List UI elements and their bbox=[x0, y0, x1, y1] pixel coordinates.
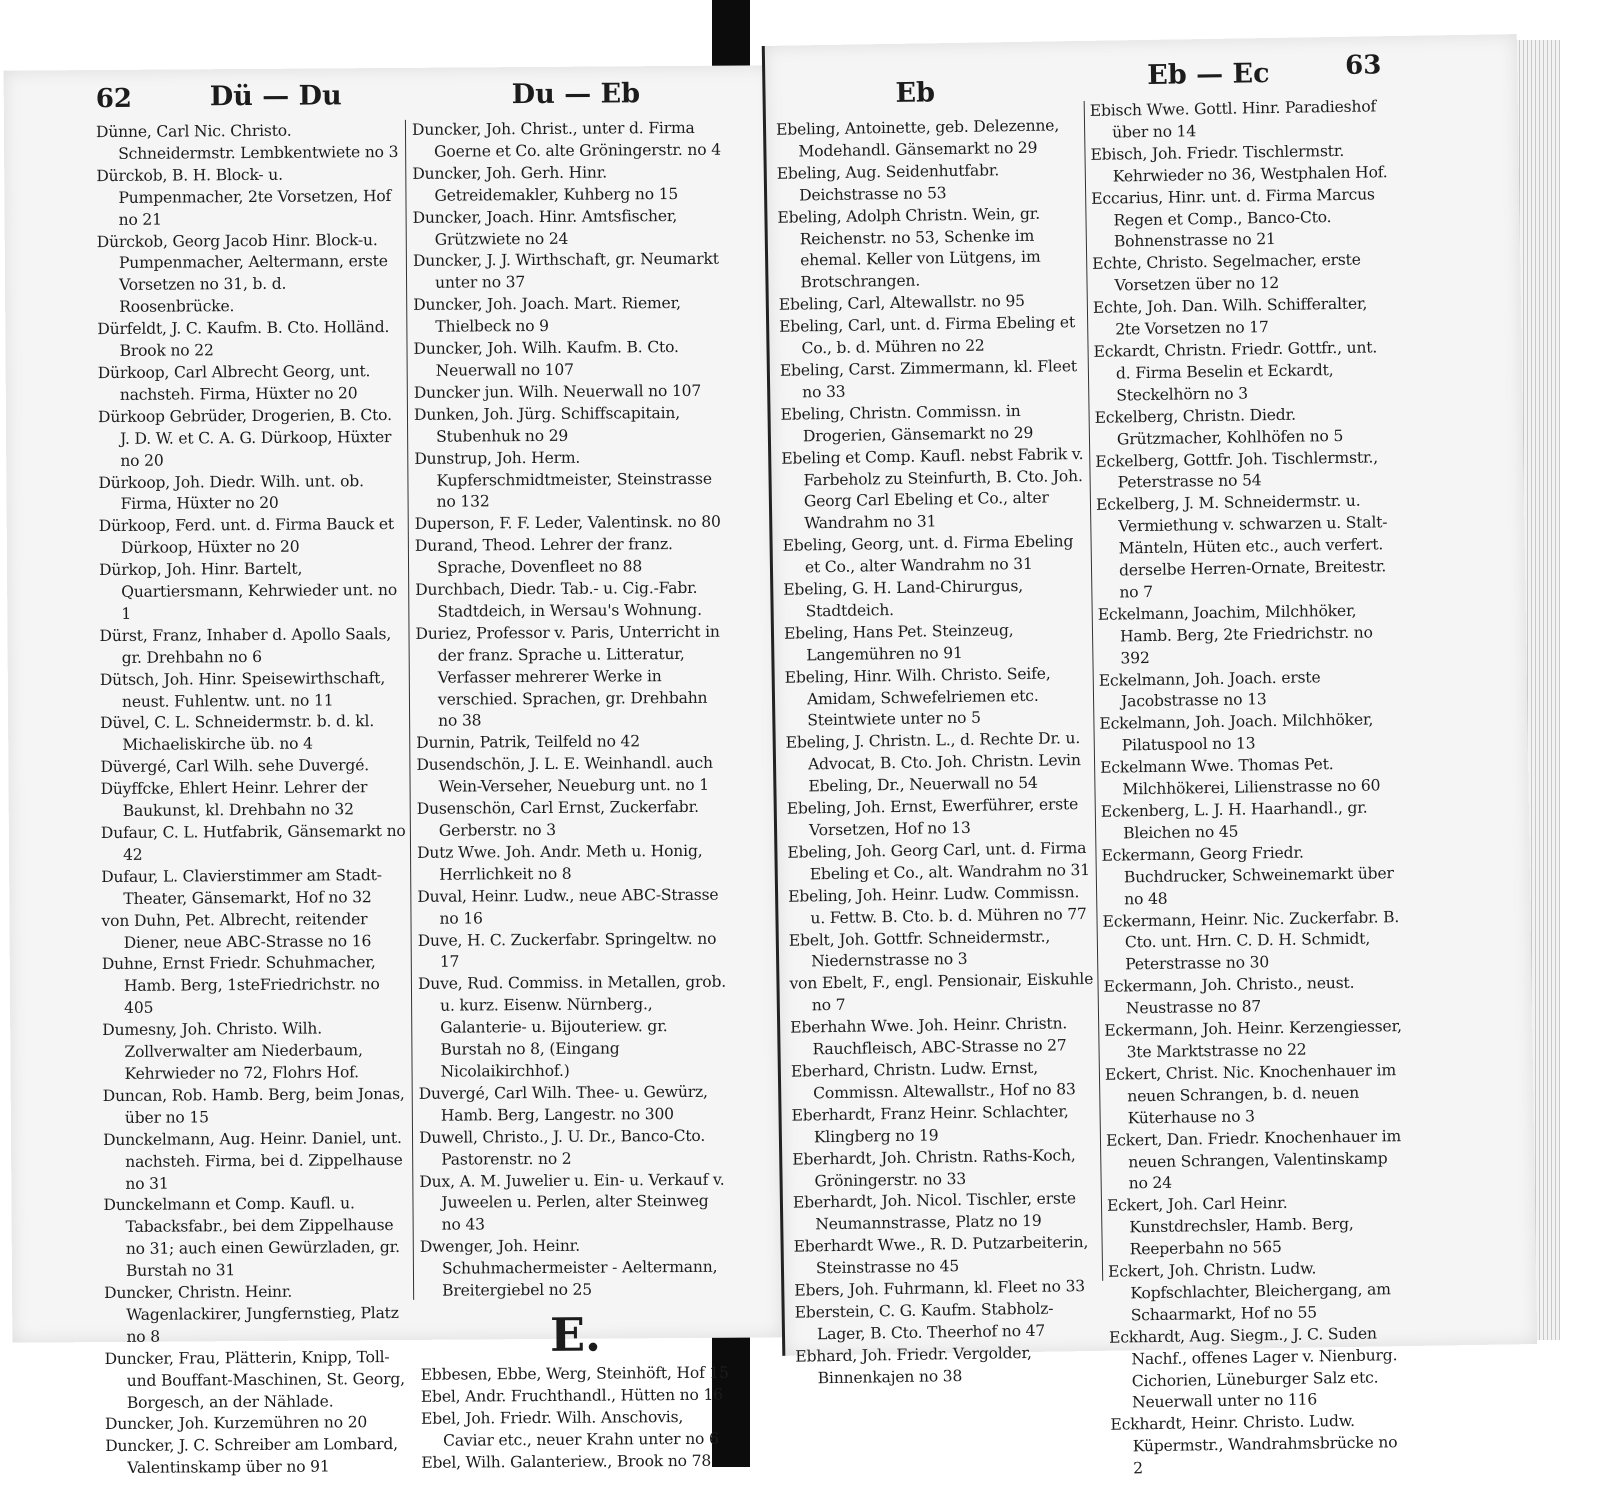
directory-entry: Ebeling, Aug. Seidenhutfabr. Deichstrasse no 53 bbox=[776, 161, 1000, 205]
directory-entry: Eberhahn Wwe. Joh. Heinr. Christn. Rauchfleisch, ABC-Strasse no 27 bbox=[790, 1014, 1068, 1059]
directory-entry: Duncker, Joach. Hinr. Amtsfischer, Grützwiete no 24 bbox=[412, 206, 678, 249]
running-head-left: Eb bbox=[895, 77, 936, 109]
directory-entry: Duvergé, Carl Wilh. Thee- u. Gewürz, Hamb. Berg, Langestr. no 300 bbox=[418, 1082, 708, 1125]
directory-entry: Dürckob, B. H. Block- u. Pumpenmacher, 2te Vorsetzen, Hof no 21 bbox=[96, 165, 392, 229]
directory-entry: Ebeling, G. H. Land-Chirurgus, Stadtdeich. bbox=[783, 577, 1024, 621]
directory-entry: Ebel, Wilh. Galanteriew., Brook no 78 bbox=[421, 1451, 712, 1472]
directory-entry: Dufaur, C. L. Hutfabrik, Gänsemarkt no 42 bbox=[100, 821, 406, 864]
directory-entry: Duve, Rud. Commiss. in Metallen, grob. u. kurz. Eisenw. Nürnberg., Galanterie- u. Bijouteriew. gr. Burstah no 8, (Eingang Nicolaikirchhof.) bbox=[417, 973, 727, 1081]
directory-entry: Dunckelmann et Comp. Kaufl. u. Tabacksfabr., bei dem Zippelhause no 31; auch einen Gewürzladen, gr. Burstah no 31 bbox=[103, 1194, 400, 1281]
directory-entry: Ebeling, Christn. Commissn. in Drogerien, Gänsemarkt no 29 bbox=[780, 401, 1034, 446]
left-page-column-1 bbox=[96, 120, 413, 1480]
directory-entry: Duncker, J. J. Wirthschaft, gr. Neumarkt unter no 37 bbox=[412, 250, 719, 293]
directory-entry: Eberhardt, Franz Heinr. Schlachter, Klingberg no 19 bbox=[791, 1102, 1069, 1147]
directory-entry: Duncker, Joh. Gerh. Hinr. Getreidemakler, Kuhberg no 15 bbox=[412, 163, 679, 205]
directory-entry: Eberhardt, Joh. Nicol. Tischler, erste Neumannstrasse, Platz no 19 bbox=[792, 1189, 1076, 1234]
directory-entry: Dürfeldt, J. C. Kaufm. B. Cto. Holländ. Brook no 22 bbox=[97, 318, 390, 360]
directory-entry: Duwell, Christo., J. U. Dr., Banco-Cto. Pastorenstr. no 2 bbox=[418, 1126, 706, 1169]
directory-entry: Duriez, Professor v. Paris, Unterricht in der franz. Sprache u. Litteratur, Verfasser mehrerer Werke in verschied. Sprachen, gr. Drehbahn no 38 bbox=[415, 622, 720, 731]
directory-entry: Durnin, Patrik, Teilfeld no 42 bbox=[416, 732, 641, 753]
page-number-right: 63 bbox=[1344, 50, 1382, 81]
directory-entry: Duval, Heinr. Ludw., neue ABC-Strasse no 16 bbox=[417, 885, 719, 928]
directory-entry: Eckert, Joh. Carl Heinr. Kunstdrechsler, Hamb. Berg, Reeperbahn no 565 bbox=[1106, 1194, 1354, 1259]
directory-entry: Dux, A. M. Juwelier u. Ein- u. Verkauf v. Juweelen u. Perlen, alter Steinweg no 43 bbox=[419, 1170, 725, 1234]
directory-entry: Dürkoop, Carl Albrecht Georg, unt. nachsteh. Firma, Hüxter no 20 bbox=[97, 362, 371, 404]
directory-entry: Dürkop, Joh. Hinr. Bartelt, Quartiersmann, Kehrwieder unt. no 1 bbox=[98, 559, 398, 623]
directory-entry: Durchbach, Diedr. Tab.- u. Cig.-Fabr. Stadtdeich, in Wersau's Wohnung. bbox=[415, 578, 702, 621]
directory-entry: Eckermann, Joh. Christo., neust. Neustrasse no 87 bbox=[1103, 974, 1355, 1018]
directory-entry: Ebel, Andr. Fruchthandl., Hütten no 16 bbox=[420, 1385, 723, 1406]
directory-entry: Echte, Christo. Segelmacher, erste Vorsetzen über no 12 bbox=[1092, 250, 1361, 295]
directory-entry: Dusenschön, Carl Ernst, Zuckerfabr. Gerberstr. no 3 bbox=[416, 797, 699, 840]
directory-entry: Eckert, Joh. Christn. Ludw. Kopfschlachter, Bleichergang, am Schaarmarkt, Hof no 55 bbox=[1107, 1259, 1391, 1325]
directory-entry: Dürkoop, Joh. Diedr. Wilh. unt. ob. Firma, Hüxter no 20 bbox=[98, 471, 364, 514]
directory-entry: Eberstein, C. G. Kaufm. Stabholz-Lager, B. Cto. Theerhof no 47 bbox=[794, 1299, 1054, 1344]
page-number-left: 62 bbox=[95, 83, 133, 115]
directory-entry: Ebbesen, Ebbe, Werg, Steinhöft, Hof 15 bbox=[420, 1363, 729, 1384]
directory-entry: Ebers, Joh. Fuhrmann, kl. Fleet no 33 bbox=[794, 1277, 1086, 1300]
right-page-column-2 bbox=[1090, 96, 1412, 1481]
directory-entry: Ebeling, Georg, unt. d. Firma Ebeling et Co., alter Wandrahm no 31 bbox=[782, 532, 1074, 577]
directory-entry: Dünne, Carl Nic. Christo. Schneidermstr. Lembkentwiete no 3 bbox=[95, 121, 399, 163]
directory-entry: Eckelberg, Christn. Diedr. Grützmacher, Kohlhöfen no 5 bbox=[1094, 405, 1344, 449]
directory-entry: Ebeling, Joh. Georg Carl, unt. d. Firma Ebeling et Co., alt. Wandrahm no 31 bbox=[787, 838, 1091, 884]
directory-entry: Ebeling, Antoinette, geb. Delezenne, Modehandl. Gänsemarkt no 29 bbox=[775, 116, 1060, 161]
directory-entry: Ebisch Wwe. Gottl. Hinr. Paradieshof über no 14 bbox=[1089, 97, 1377, 142]
directory-entry: Eckermann, Heinr. Nic. Zuckerfabr. B. Cto. unt. Hrn. C. D. H. Schmidt, Peterstrasse no 30 bbox=[1102, 907, 1400, 974]
directory-entry: Düvel, C. L. Schneidermstr. b. d. kl. Michaeliskirche üb. no 4 bbox=[100, 712, 375, 755]
directory-entry: Duncker, Frau, Plätterin, Knipp, Toll- und Bouffant-Maschinen, St. Georg, Borgesch, an der Nählade. bbox=[104, 1347, 405, 1412]
directory-entry: Dwenger, Joh. Heinr. Schuhmachermeister - Aeltermann, Breitergiebel no 25 bbox=[419, 1236, 718, 1300]
directory-entry: Eckhardt, Heinr. Christo. Ludw. Küpermstr., Wandrahmsbrücke no 2 bbox=[1110, 1412, 1398, 1478]
directory-entry: Dunckelmann, Aug. Heinr. Daniel, unt. nachsteh. Firma, bei d. Zippelhause no 31 bbox=[102, 1128, 403, 1193]
directory-entry: Eckelberg, J. M. Schneidermstr. u. Vermiethung v. schwarzen u. Stalt-Mänteln, Hüten etc., auch verfert. derselbe Herren-Ornate, Breitestr. no 7 bbox=[1095, 491, 1388, 602]
directory-entry: Düvergé, Carl Wilh. sehe Duvergé. bbox=[100, 756, 370, 777]
directory-entry: Dürckob, Georg Jacob Hinr. Block-u. Pumpenmacher, Aeltermann, erste Vorsetzen no 31, b. d. Roosenbrücke. bbox=[96, 230, 388, 317]
directory-entry: Eckert, Dan. Friedr. Knochenhauer im neuen Schrangen, Valentinskamp no 24 bbox=[1105, 1126, 1402, 1193]
directory-entry: Duncker, Joh. Wilh. Kaufm. B. Cto. Neuerwall no 107 bbox=[413, 338, 679, 380]
directory-entry: Eckenberg, L. J. H. Haarhandl., gr. Bleichen no 45 bbox=[1100, 798, 1368, 843]
right-page-column-1 bbox=[776, 115, 1102, 1390]
left-page bbox=[4, 65, 786, 1478]
directory-entry: Eckelmann Wwe. Thomas Pet. Milchhökerei, Lilienstrasse no 60 bbox=[1099, 755, 1381, 799]
directory-entry: Dufaur, L. Clavierstimmer am Stadt-Theater, Gänsemarkt, Hof no 32 bbox=[101, 865, 382, 908]
directory-entry: Ebeling, Hinr. Wilh. Christo. Seife, Amidam, Schwefelriemen etc. Steintwiete unter no 5 bbox=[784, 664, 1051, 730]
directory-entry: Dutz Wwe. Joh. Andr. Meth u. Honig, Herrlichkeit no 8 bbox=[416, 841, 703, 884]
directory-entry: Eckermann, Joh. Heinr. Kerzengiesser, 3te Marktstrasse no 22 bbox=[1104, 1017, 1402, 1062]
directory-entry: Duncker, Joh. Christ., unter d. Firma Goerne et Co. alte Gröningerstr. no 4 bbox=[411, 118, 721, 161]
directory-entry: Eckelberg, Gottfr. Joh. Tischlermstr., Peterstrasse no 54 bbox=[1095, 447, 1379, 492]
directory-entry: Dürkoop Gebrüder, Drogerien, B. Cto. J. D. W. et C. A. G. Dürkoop, Hüxter no 20 bbox=[97, 405, 392, 470]
directory-entry: von Ebelt, F., engl. Pensionair, Eiskuhle no 7 bbox=[789, 970, 1094, 1015]
directory-entry: Echte, Joh. Dan. Wilh. Schifferalter, 2te Vorsetzen no 17 bbox=[1092, 294, 1368, 339]
directory-entry: Duncan, Rob. Hamb. Berg, beim Jonas, über no 15 bbox=[102, 1084, 405, 1127]
directory-entry: Eckelmann, Joh. Joach. erste Jacobstrasse no 13 bbox=[1098, 667, 1321, 711]
directory-entry: Eckelmann, Joh. Joach. Milchhöker, Pilatuspool no 13 bbox=[1099, 710, 1374, 755]
directory-entry: Duncker jun. Wilh. Neuerwall no 107 bbox=[413, 381, 702, 402]
directory-entry: Eberhardt Wwe., R. D. Putzarbeiterin, Steinstrasse no 45 bbox=[793, 1233, 1089, 1278]
directory-entry: Düyffcke, Ehlert Heinr. Lehrer der Baukunst, kl. Drehbahn no 32 bbox=[100, 778, 368, 820]
directory-entry: Durand, Theod. Lehrer der franz. Sprache, Dovenfleet no 88 bbox=[414, 535, 673, 577]
directory-entry: Duhne, Ernst Friedr. Schuhmacher, Hamb. Berg, 1steFriedrichstr. no 405 bbox=[101, 953, 380, 1018]
directory-entry: Ebeling, Carl, unt. d. Firma Ebeling et Co., b. d. Mühren no 22 bbox=[779, 313, 1076, 358]
directory-entry: Duncker, Christn. Heinr. Wagenlackirer, Jungfernstieg, Platz no 8 bbox=[104, 1282, 399, 1346]
directory-entry: Ebeling, Carst. Zimmermann, kl. Fleet no 33 bbox=[779, 357, 1077, 402]
directory-entry: Ebeling et Comp. Kaufl. nebst Fabrik v. Farbeholz zu Steinfurth, B. Cto. Joh. Georg Carl Ebeling et Co., alter Wandrahm no 31 bbox=[781, 444, 1084, 533]
directory-entry: Ebeling, Adolph Christn. Wein, gr. Reichenstr. no 53, Schenke im ehemal. Keller von Lütgens, im Brotschrangen. bbox=[777, 204, 1041, 292]
directory-entry: Ebhard, Joh. Friedr. Vergolder, Binnenkajen no 38 bbox=[795, 1343, 1032, 1387]
directory-entry: Eckermann, Georg Friedr. Buchdrucker, Schweinemarkt über no 48 bbox=[1101, 843, 1394, 909]
directory-entry: Eckardt, Christn. Friedr. Gottfr., unt. d. Firma Beselin et Eckardt, Steckelhörn no 3 bbox=[1093, 338, 1378, 405]
directory-entry: Dunstrup, Joh. Herm. Kupferschmidtmeister, Steinstrasse no 132 bbox=[414, 448, 712, 512]
right-page bbox=[762, 34, 1537, 1478]
directory-entry: Duncker, Joh. Joach. Mart. Riemer, Thielbeck no 9 bbox=[413, 294, 681, 336]
directory-entry: Duperson, F. F. Leder, Valentinsk. no 80 bbox=[414, 513, 721, 534]
directory-entry: Ebel, Joh. Friedr. Wilh. Anschovis, Caviar etc., neuer Krahn unter no 6 bbox=[420, 1407, 719, 1450]
directory-entry: Duncker, Joh. Kurzemühren no 20 bbox=[104, 1413, 368, 1434]
directory-entry: Dunken, Joh. Jürg. Schiffscapitain, Stubenhuk no 29 bbox=[413, 403, 681, 446]
directory-entry: Eberhard, Christn. Ludw. Ernst, Commissn. Altewallstr., Hof no 83 bbox=[790, 1058, 1076, 1103]
directory-entry: Eckhardt, Aug. Siegm., J. C. Suden Nachf., offenes Lager v. Nienburg. Cichorien, Lüneburger Salz etc. Neuerwall unter no 116 bbox=[1108, 1324, 1398, 1412]
directory-entry: Ebeling, Joh. Heinr. Ludw. Commissn. u. Fettw. B. Cto. b. d. Mühren no 77 bbox=[787, 882, 1087, 927]
running-head-left: Dü — Du bbox=[209, 80, 342, 113]
directory-entry: Dusendschön, J. L. E. Weinhandl. auch Wein-Verseher, Neueburg unt. no 1 bbox=[416, 754, 713, 796]
directory-entry: Ebelt, Joh. Gottfr. Schneidermstr., Niedernstrasse no 3 bbox=[788, 927, 1051, 971]
directory-entry: Duve, H. C. Zuckerfabr. Springeltw. no 17 bbox=[417, 929, 717, 972]
directory-entry: Eberhardt, Joh. Christn. Raths-Koch, Gröningerstr. no 33 bbox=[792, 1145, 1076, 1190]
directory-entry: Eckert, Christ. Nic. Knochenhauer im neuen Schrangen, b. d. neuen Küterhause no 3 bbox=[1104, 1061, 1397, 1128]
directory-entry: Dürkoop, Ferd. unt. d. Firma Bauck et Dürkoop, Hüxter no 20 bbox=[98, 515, 394, 558]
directory-entry: Ebeling, J. Christn. L., d. Rechte Dr. u. Advocat, B. Cto. Joh. Christn. Levin Ebeling, Dr., Neuerwall no 54 bbox=[785, 729, 1081, 796]
directory-entry: Ebisch, Joh. Friedr. Tischlermstr. Kehrwieder no 36, Westphalen Hof. bbox=[1090, 141, 1388, 186]
directory-entry: Duncker, J. C. Schreiber am Lombard, Valentinskamp über no 91 bbox=[105, 1435, 398, 1478]
left-page-column-2 bbox=[412, 118, 731, 1475]
directory-entry: Dumesny, Joh. Christo. Wilh. Zollverwalter am Niederbaum, Kehrwieder no 72, Flohrs Hof. bbox=[102, 1019, 363, 1083]
directory-entry: Ebeling, Hans Pet. Steinzeug, Langemühren no 91 bbox=[783, 620, 1014, 665]
directory-entry: Ebeling, Carl, Altewallstr. no 95 bbox=[778, 292, 1025, 315]
directory-entry: von Duhn, Pet. Albrecht, reitender Diener, neue ABC-Strasse no 16 bbox=[101, 909, 372, 952]
directory-entry: Dürst, Franz, Inhaber d. Apollo Saals, gr. Drehbahn no 6 bbox=[99, 624, 392, 667]
directory-entry: Eckelmann, Joachim, Milchhöker, Hamb. Berg, 2te Friedrichstr. no 392 bbox=[1097, 601, 1373, 668]
section-letter-heading: E. bbox=[549, 1307, 601, 1362]
directory-entry: Eccarius, Hinr. unt. d. Firma Marcus Regen et Comp., Banco-Cto. Bohnenstrasse no 21 bbox=[1091, 185, 1375, 251]
directory-entry: Ebeling, Joh. Ernst, Ewerführer, erste Vorsetzen, Hof no 13 bbox=[786, 795, 1079, 840]
running-head-right: Eb — Ec bbox=[1147, 58, 1270, 91]
directory-entry: Dütsch, Joh. Hinr. Speisewirthschaft, neust. Fuhlentw. unt. no 11 bbox=[99, 668, 386, 711]
running-head-right: Du — Eb bbox=[511, 78, 641, 111]
